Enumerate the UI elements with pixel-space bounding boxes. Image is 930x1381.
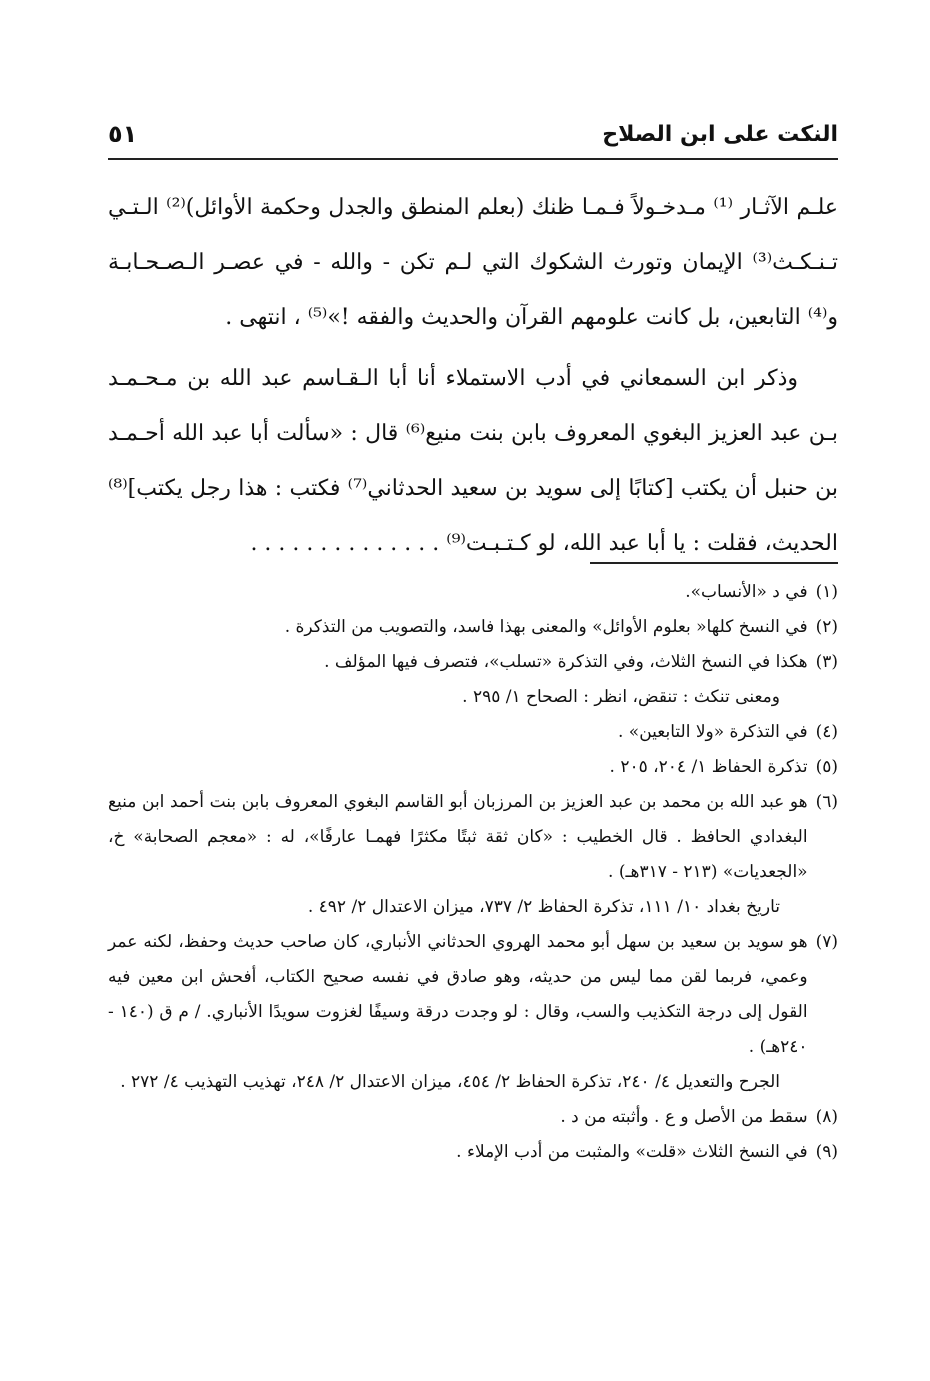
footnote-text: في د «الأنساب».	[685, 582, 808, 602]
footnote-separator	[590, 562, 838, 564]
footnote-text: هو عبد الله بن محمد بن عبد العزيز بن المرزبان أبو القاسم البغوي المعروف بابن بنت أحمد ابن منيع البغدادي الحافظ . قال الخطيب : «كان ثقة ثبتًا مكثرًا فهمـا عارفًا»، له : «معجم الصحابة» خ، «الجعديات» (٢١٣ - ٣١٧هـ) .	[108, 792, 808, 882]
footnote-number: (٥)	[815, 757, 838, 777]
footnote-number: (٤)	[815, 722, 838, 742]
footnote-number: (٢)	[815, 617, 838, 637]
footnote-text: في النسخ الثلاث «قلت» والمثبت من أدب الإملاء .	[456, 1142, 808, 1162]
footnote-text: تذكرة الحفاظ ١/ ٢٠٤، ٢٠٥ .	[609, 757, 808, 777]
paragraph-2: وذكر ابن السمعاني في أدب الاستملاء أنا أبا الـقـاسم عبد الله بن مـحـمـد بـن عبد العزيز البغوي المعروف بابن بنت منيع⁽⁶⁾ قال : «سألت أبا عبد الله أحـمـد بن حنبل أن يكتب [كتابًا إلى سويد بن سعيد الحدثاني⁽⁷⁾ فكتب : هذا رجل يكتب]⁽⁸⁾ الحديث، فقلت : يا أبا عبد الله، لو كـتـبـت⁽⁹⁾ . . . . . . . . . . . . . .	[108, 366, 839, 556]
footnote-text: سقط من الأصل و ع . وأثبته من د .	[560, 1107, 808, 1127]
footnote-number: (٩)	[815, 1142, 838, 1162]
footnote-number: (٨)	[815, 1107, 838, 1127]
footnote-text: هكذا في النسخ الثلاث، وفي التذكرة «تسلب»، فتصرف فيها المؤلف .	[324, 652, 808, 672]
footnote-5	[108, 750, 838, 785]
footnote-6	[108, 785, 838, 890]
footnote-7	[108, 925, 838, 1065]
running-header	[108, 118, 838, 160]
main-text	[108, 180, 838, 571]
footnote-number: (٧)	[815, 932, 838, 952]
footnote-number: (١)	[815, 582, 838, 602]
footnote-text: هو سويد بن سعيد بن سهل أبو محمد الهروي الحدثاني الأنباري، كان صاحب حديث وحفظ، لكنه عمر وعمي، فربما لقن مما ليس من حديثه، وهو صادق في نفسه صحيح الكتاب، أفحش ابن معين فيه القول إلى درجة التكذيب والسب، وقال : لو وجدت درقة وسيفًا لغزوت سويدًا الأنباري. / م ق (١٤٠ - ٢٤٠هـ) .	[108, 932, 808, 1057]
footnote-text: في النسخ كلها« بعلوم الأوائل» والمعنى بهذا فاسد، والتصويب من التذكرة .	[284, 617, 808, 637]
footnote-1	[108, 575, 838, 610]
page-number: ٥١	[108, 120, 138, 148]
book-title: النكت على ابن الصلاح	[602, 122, 838, 147]
footnote-2	[108, 610, 838, 645]
footnote-6-extra: تاريخ بغداد ١٠/ ١١١، تذكرة الحفاظ ٢/ ٧٣٧، ميزان الاعتدال ٢/ ٤٩٢ .	[307, 897, 780, 917]
paragraph-1: علـم الآثـار ⁽¹⁾ مـدخـولاً فـمـا ظنك (بعلم المنطق والجدل وحكمة الأوائل)⁽²⁾ الـتـي تـنـكـث⁽³⁾ الإيمان وتورث الشكوك التي لـم تكن - والله - في عصـر الـصـحـابـة و⁽⁴⁾ التابعين، بل كانت علومهم القرآن والحديث والفقه !»⁽⁵⁾ ، انتهى .	[108, 195, 839, 330]
footnote-3	[108, 645, 838, 680]
footnote-8	[108, 1100, 838, 1135]
footnote-3-extra: ومعنى تنكث : تنقض، انظر : الصحاح ١/ ٢٩٥ .	[462, 687, 780, 707]
footnote-7-extra: الجرح والتعديل ٤/ ٢٤٠، تذكرة الحفاظ ٢/ ٤٥٤، ميزان الاعتدال ٢/ ٢٤٨، تهذيب التهذيب ٤/ ٢٧٢ .	[120, 1072, 780, 1092]
footnote-9	[108, 1135, 838, 1170]
footnote-number: (٦)	[815, 792, 838, 812]
footnotes	[108, 575, 838, 1170]
footnote-number: (٣)	[815, 652, 838, 672]
footnote-text: في التذكرة «ولا التابعين» .	[618, 722, 808, 742]
footnote-4	[108, 715, 838, 750]
